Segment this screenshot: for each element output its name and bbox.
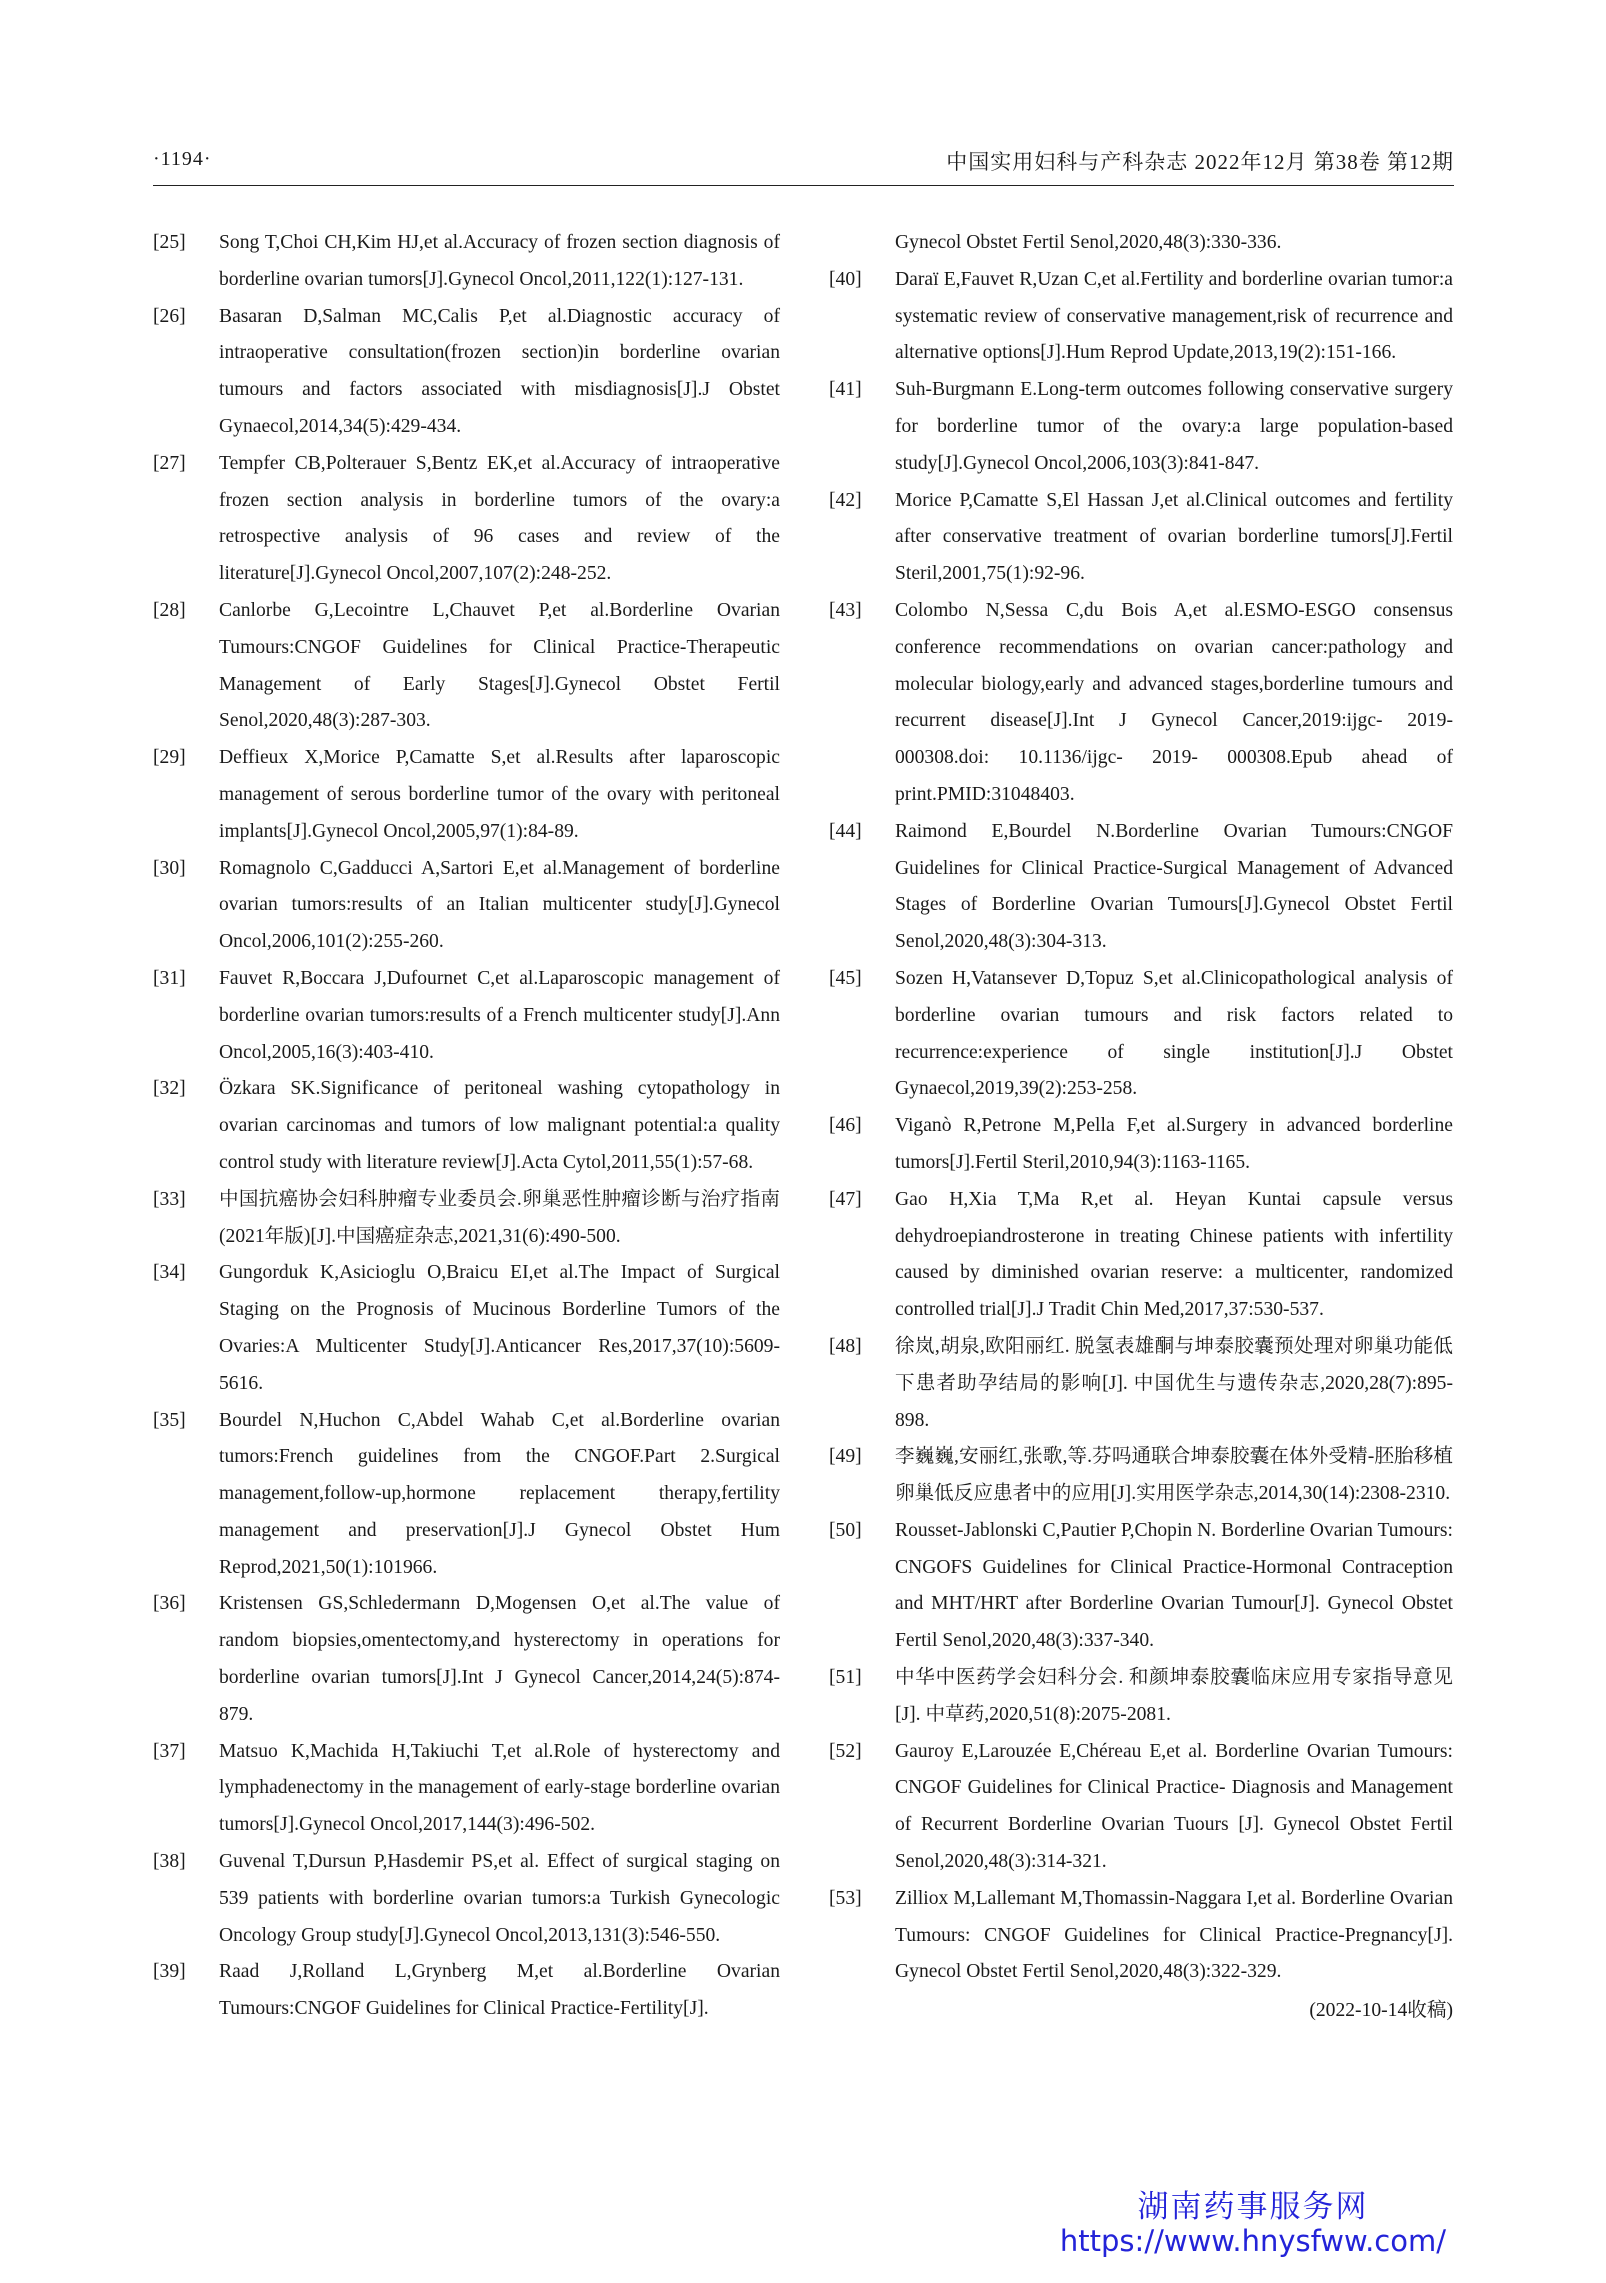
- reference-number: [47]: [829, 1188, 862, 1210]
- reference-text: Fauvet R,Boccara J,Dufournet C,et al.Laparoscopic management of borderline ovarian tumors:results of a French multicenter study[J].Ann Oncol,2005,16(3):403-410.: [219, 967, 780, 1063]
- header-rule: [153, 185, 1454, 186]
- reference-text: Matsuo K,Machida H,Takiuchi T,et al.Role of hysterectomy and lymphadenectomy in the management of early-stage borderline ovarian tumors[J].Gynecol Oncol,2017,144(3):496-502.: [219, 1740, 780, 1836]
- reference-item: [153, 1734, 780, 1844]
- reference-text: Gao H,Xia T,Ma R,et al. Heyan Kuntai capsule versus dehydroepiandrosterone in treating Chinese patients with infertility caused by diminished ovarian reserve: a multicenter, randomized controlled trial[J].J Tradit Chin Med,2017,37:530-537.: [895, 1188, 1453, 1321]
- reference-number: [44]: [829, 820, 862, 842]
- reference-item: [153, 1586, 780, 1733]
- reference-item: [829, 814, 1453, 961]
- reference-number: [37]: [153, 1740, 186, 1762]
- reference-item: [153, 446, 780, 593]
- reference-text: Suh-Burgmann E.Long-term outcomes following conservative surgery for borderline tumor of the ovary:a large population-based study[J].Gynecol Oncol,2006,103(3):841-847.: [895, 379, 1453, 474]
- reference-number: [45]: [829, 967, 862, 989]
- reference-number: [49]: [829, 1446, 862, 1468]
- reference-number: [25]: [153, 232, 186, 253]
- reference-item: [829, 961, 1453, 1108]
- reference-text: 徐岚,胡泉,欧阳丽红. 脱氢表雄酮与坤泰胶囊预处理对卵巢功能低下患者助孕结局的影响[J]. 中国优生与遗传杂志,2020,28(7):895-898.: [895, 1335, 1453, 1431]
- reference-number: [38]: [153, 1851, 186, 1873]
- reference-number: [32]: [153, 1078, 186, 1100]
- page-number: ·1194·: [153, 148, 212, 170]
- reference-text: Song T,Choi CH,Kim HJ,et al.Accuracy of frozen section diagnosis of borderline ovarian tumors[J].Gynecol Oncol,2011,122(1):127-131.: [219, 232, 780, 290]
- journal-header: 中国实用妇科与产科杂志 2022年12月 第38卷 第12期: [946, 150, 1454, 174]
- reference-number: [43]: [829, 599, 862, 621]
- watermark-site-name: 湖南药事服务网: [1137, 2189, 1369, 2225]
- reference-item: [153, 1954, 780, 2028]
- reference-text: 中国抗癌协会妇科肿瘤专业委员会.卵巢恶性肿瘤诊断与治疗指南(2021年版)[J].中国癌症杂志,2021,31(6):490-500.: [219, 1188, 780, 1247]
- reference-number: [26]: [153, 305, 186, 327]
- watermark-url[interactable]: https://www.hnysfww.com/: [1059, 2224, 1446, 2258]
- reference-item: [153, 1844, 780, 1954]
- left-column: [153, 225, 780, 2028]
- reference-item: [153, 225, 780, 299]
- reference-item: [153, 961, 780, 1071]
- reference-item: [829, 1182, 1453, 1329]
- reference-number: [35]: [153, 1409, 186, 1431]
- reference-text: Daraï E,Fauvet R,Uzan C,et al.Fertility and borderline ovarian tumor:a systematic review of conservative management,risk of recurrence and alternative options[J].Hum Reprod Update,2013,19(2):151-166.: [895, 268, 1453, 364]
- reference-number: [41]: [829, 379, 862, 401]
- reference-text: Zilliox M,Lallemant M,Thomassin-Naggara I,et al. Borderline Ovarian Tumours: CNGOF Guidelines for Clinical Practice-Pregnancy[J]. Gynecol Obstet Fertil Senol,2020,48(3):322-329.: [895, 1887, 1453, 1983]
- reference-item: [153, 1182, 780, 1256]
- reference-item: [153, 1255, 780, 1402]
- reference-number: [51]: [829, 1667, 862, 1689]
- reference-item: [153, 1403, 780, 1587]
- reference-text: Sozen H,Vatansever D,Topuz S,et al.Clinicopathological analysis of borderline ovarian tumours and risk factors related to recurrence:experience of single institution[J].J Obstet Gynaecol,2019,39(2):253-258.: [895, 967, 1453, 1100]
- reference-text: 中华中医药学会妇科分会. 和颜坤泰胶囊临床应用专家指导意见[J]. 中草药,2020,51(8):2075-2081.: [895, 1667, 1453, 1725]
- reference-number: [39]: [153, 1961, 186, 1983]
- reference-number: [52]: [829, 1740, 862, 1762]
- reference-text: Basaran D,Salman MC,Calis P,et al.Diagnostic accuracy of intraoperative consultation(frozen section)in borderline ovarian tumours and factors associated with misdiagnosis[J].J Obstet Gynaecol,2014,34(5):429-434.: [219, 305, 780, 437]
- reference-item: [829, 1439, 1453, 1513]
- right-column: [829, 225, 1453, 2030]
- reference-number: [30]: [153, 857, 186, 879]
- reference-item: [829, 1108, 1453, 1182]
- reference-number: [50]: [829, 1519, 862, 1541]
- reference-item: [829, 483, 1453, 593]
- reference-number: [33]: [153, 1188, 186, 1210]
- reference-text: Kristensen GS,Schledermann D,Mogensen O,et al.The value of random biopsies,omentectomy,and hysterectomy in operations for borderline ovarian tumors[J].Int J Gynecol Cancer,2014,24(5):874-879.: [219, 1593, 780, 1725]
- watermark: [1060, 2190, 1446, 2258]
- reference-text: Tempfer CB,Polterauer S,Bentz EK,et al.Accuracy of intraoperative frozen section analysis in borderline tumors of the ovary:a retrospective analysis of 96 cases and review of the literature[J].Gynecol Oncol,2007,107(2):248-252.: [219, 452, 780, 585]
- reference-item: [153, 593, 780, 740]
- reference-item: [829, 1881, 1453, 1991]
- reference-number: [29]: [153, 747, 186, 769]
- reference-continuation: Gynecol Obstet Fertil Senol,2020,48(3):330-336.: [895, 232, 1282, 253]
- reference-item: [153, 851, 780, 961]
- reference-number: [40]: [829, 268, 862, 290]
- reference-text: Gauroy E,Larouzée E,Chéreau E,et al. Borderline Ovarian Tumours: CNGOF Guidelines for Clinical Practice- Diagnosis and Management of Recurrent Borderline Ovarian Tuours [J]. Gynecol Obstet Fertil Senol,2020,48(3):314-321.: [895, 1740, 1453, 1873]
- reference-number: [36]: [153, 1593, 186, 1615]
- reference-number: [28]: [153, 599, 186, 621]
- reference-text: 李巍巍,安丽红,张歌,等.芬吗通联合坤泰胶囊在体外受精-胚胎移植卵巢低反应患者中的应用[J].实用医学杂志,2014,30(14):2308-2310.: [895, 1446, 1453, 1505]
- reference-item: [829, 262, 1453, 372]
- reference-text: Deffieux X,Morice P,Camatte S,et al.Results after laparoscopic management of serous borderline tumor of the ovary with peritoneal implants[J].Gynecol Oncol,2005,97(1):84-89.: [219, 747, 780, 842]
- reference-item: [153, 1071, 780, 1181]
- reference-item: [153, 740, 780, 850]
- reference-number: [31]: [153, 967, 186, 989]
- reference-number: [53]: [829, 1887, 862, 1909]
- reference-text: Colombo N,Sessa C,du Bois A,et al.ESMO-ESGO consensus conference recommendations on ovarian cancer:pathology and molecular biology,early and advanced stages,borderline tumours and recurrent disease[J].Int J Gynecol Cancer,2019:ijgc- 2019- 000308.doi: 10.1136/ijgc- 2019- 000308.Epub ahead of print.PMID:31048403.: [895, 599, 1453, 805]
- reference-number: [27]: [153, 452, 186, 474]
- reference-item: [829, 593, 1453, 814]
- reference-item: [829, 1734, 1453, 1881]
- reference-item: [829, 1329, 1453, 1439]
- reference-text: Raimond E,Bourdel N.Borderline Ovarian Tumours:CNGOF Guidelines for Clinical Practice-Surgical Management of Advanced Stages of Borderline Ovarian Tumours[J].Gynecol Obstet Fertil Senol,2020,48(3):304-313.: [895, 820, 1453, 953]
- reference-text: Morice P,Camatte S,El Hassan J,et al.Clinical outcomes and fertility after conservative treatment of ovarian borderline tumors[J].Fertil Steril,2001,75(1):92-96.: [895, 489, 1453, 585]
- received-date: (2022-10-14收稿): [1309, 2000, 1453, 2022]
- reference-text: Raad J,Rolland L,Grynberg M,et al.Borderline Ovarian Tumours:CNGOF Guidelines for Clinical Practice-Fertility[J].: [219, 1961, 780, 2020]
- reference-item: [153, 299, 780, 446]
- reference-text: Guvenal T,Dursun P,Hasdemir PS,et al. Effect of surgical staging on 539 patients with borderline ovarian tumors:a Turkish Gynecologic Oncology Group study[J].Gynecol Oncol,2013,131(3):546-550.: [219, 1851, 780, 1946]
- reference-text: Özkara SK.Significance of peritoneal washing cytopathology in ovarian carcinomas and tumors of low malignant potential:a quality control study with literature review[J].Acta Cytol,2011,55(1):57-68.: [219, 1078, 780, 1173]
- reference-item: [829, 1660, 1453, 1734]
- reference-text: Gungorduk K,Asicioglu O,Braicu EI,et al.The Impact of Surgical Staging on the Prognosis of Mucinous Borderline Tumors of the Ovaries:A Multicenter Study[J].Anticancer Res,2017,37(10):5609-5616.: [219, 1262, 780, 1394]
- reference-item: [829, 372, 1453, 482]
- reference-number: [46]: [829, 1115, 862, 1137]
- reference-text: Bourdel N,Huchon C,Abdel Wahab C,et al.Borderline ovarian tumors:French guidelines from the CNGOF.Part 2.Surgical management,follow-up,hormone replacement therapy,fertility management and preservation[J].J Gynecol Obstet Hum Reprod,2021,50(1):101966.: [219, 1409, 780, 1578]
- reference-number: [34]: [153, 1262, 186, 1284]
- reference-text: Rousset-Jablonski C,Pautier P,Chopin N. Borderline Ovarian Tumours: CNGOFS Guidelines for Clinical Practice-Hormonal Contraception and MHT/HRT after Borderline Ovarian Tumour[J]. Gynecol Obstet Fertil Senol,2020,48(3):337-340.: [895, 1519, 1453, 1652]
- reference-item: [829, 1513, 1453, 1660]
- reference-text: Canlorbe G,Lecointre L,Chauvet P,et al.Borderline Ovarian Tumours:CNGOF Guidelines for Clinical Practice-Therapeutic Management of Early Stages[J].Gynecol Obstet Fertil Senol,2020,48(3):287-303.: [219, 599, 780, 732]
- reference-text: Viganò R,Petrone M,Pella F,et al.Surgery in advanced borderline tumors[J].Fertil Steril,2010,94(3):1163-1165.: [895, 1115, 1453, 1173]
- reference-text: Romagnolo C,Gadducci A,Sartori E,et al.Management of borderline ovarian tumors:results of an Italian multicenter study[J].Gynecol Oncol,2006,101(2):255-260.: [219, 857, 780, 953]
- reference-number: [42]: [829, 489, 862, 511]
- reference-number: [48]: [829, 1335, 862, 1357]
